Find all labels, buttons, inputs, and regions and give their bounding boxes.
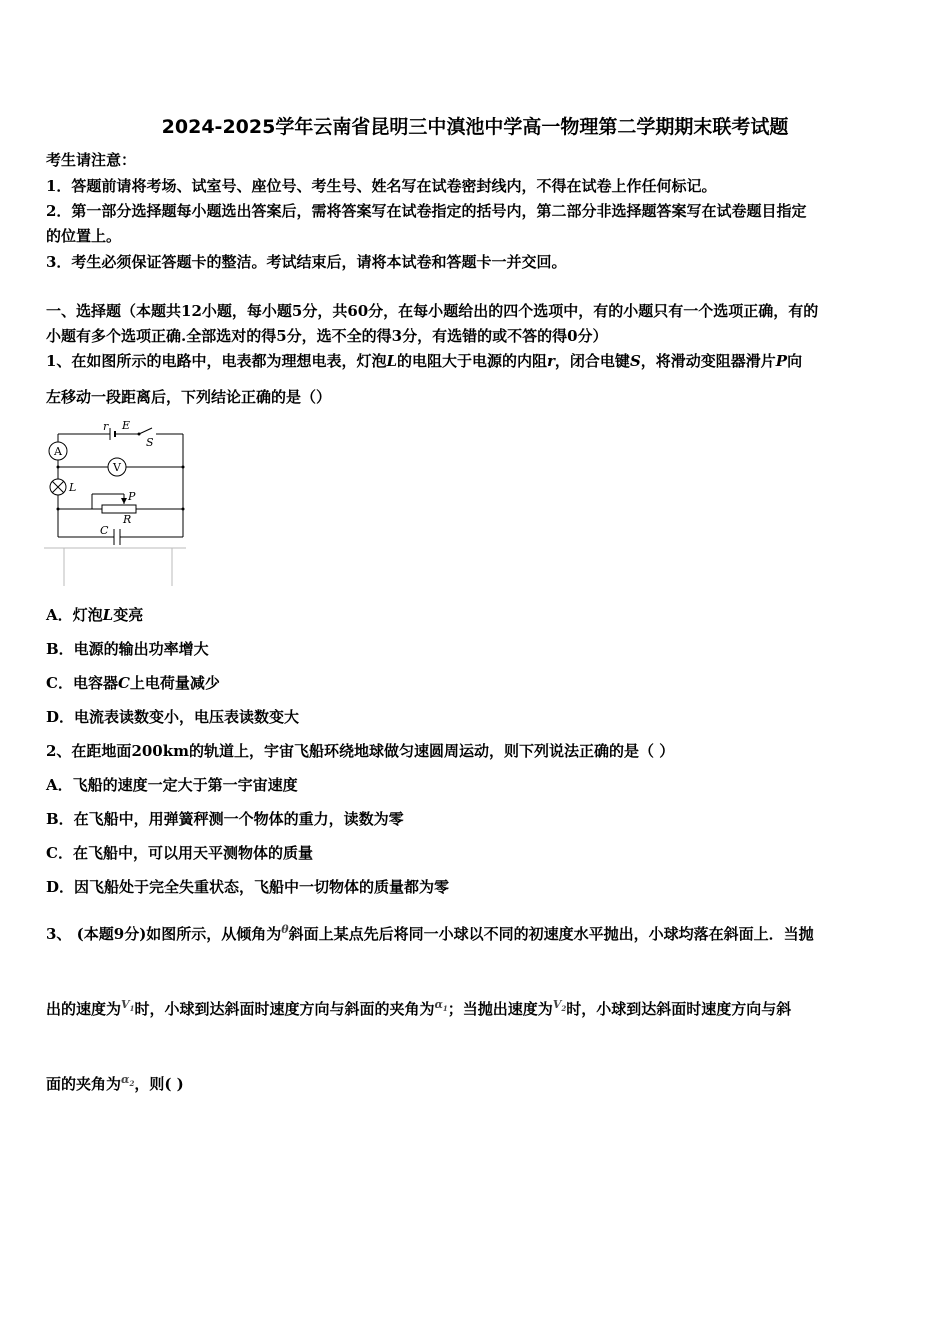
q1-text-part3: ，闭合电键 — [554, 352, 630, 370]
label-R: R — [123, 513, 132, 526]
q1-option-c — [46, 673, 220, 693]
q1-text-part4: ，将滑动变阻器滑片 — [640, 352, 776, 370]
q1-option-b: B．电源的输出功率增大 — [46, 640, 209, 658]
v1-letter: V — [121, 998, 130, 1011]
q1-symbol-P: P — [775, 352, 788, 370]
q1-text-part5: 向 — [787, 352, 803, 370]
q3-text-6: 时，小球到达斜面时速度方向与斜 — [566, 1000, 792, 1018]
label-L: L — [69, 481, 77, 494]
q1-option-a-text: A．灯泡 — [46, 606, 103, 624]
v2-letter: V — [552, 998, 562, 1011]
q1-stem-line1 — [46, 351, 802, 371]
ammeter-icon: A — [54, 445, 62, 458]
q3-text-3: 出的速度为 — [46, 1000, 122, 1018]
q2-option-c: C．在飞船中，可以用天平测物体的质量 — [46, 844, 313, 862]
alpha1-subscript: 1 — [442, 1004, 448, 1014]
notice-item-2-line2: 的位置上。 — [46, 227, 122, 245]
q3-text-7: 面的夹角为 — [46, 1075, 122, 1093]
q1-option-a — [46, 605, 143, 625]
q3-text-1: 3、 (本题9分)如图所示，从倾角为 — [46, 925, 282, 943]
q3-text-2: 斜面上某点先后将同一小球以不同的初速度水平抛出，小球均落在斜面上．当抛 — [288, 925, 814, 943]
label-P: P — [128, 490, 136, 503]
label-r: r — [103, 420, 109, 433]
q1-option-c-text: C．电容器 — [46, 674, 118, 692]
notice-item-1: 1．答题前请将考场、试室号、座位号、考生号、姓名写在试卷密封线内，不得在试卷上作任何标记。 — [46, 177, 717, 195]
q3-text-8: ，则( ) — [134, 1075, 184, 1093]
label-S: S — [146, 436, 154, 449]
label-C: C — [100, 524, 109, 537]
label-E: E — [122, 419, 131, 432]
alpha2-symbol — [121, 1073, 135, 1089]
q1-symbol-L: L — [386, 352, 397, 370]
section1-instructions-line1: 一、选择题（本题共12小题，每小题5分，共60分，在每小题给出的四个选项中，有的小题只有一个选项正确，有的 — [46, 302, 819, 320]
q1-circuit-diagram — [44, 416, 189, 588]
notice-item-2-line1: 2．第一部分选择题每小题选出答案后，需将答案写在试卷指定的括号内，第二部分非选择题答案写在试卷题目指定 — [46, 202, 807, 220]
q1-text-part1: 1、在如图所示的电路中，电表都为理想电表，灯泡 — [46, 352, 387, 370]
q3-text-5: ；当抛出速度为 — [447, 1000, 553, 1018]
v2-subscript: 2 — [561, 1004, 567, 1014]
q1-option-a-tail: 变亮 — [113, 606, 144, 624]
exam-title: 2024-2025学年云南省昆明三中滇池中学高一物理第二学期期末联考试题 — [161, 116, 789, 138]
theta-symbol: θ — [281, 923, 289, 936]
notice-item-3: 3．考生必须保证答题卡的整洁。考试结束后，请将本试卷和答题卡一并交回。 — [46, 253, 567, 271]
q2-stem: 2、在距地面200km的轨道上，宇宙飞船环绕地球做匀速圆周运动，则下列说法正确的是（ ） — [46, 742, 675, 760]
q3-stem-line2 — [46, 999, 791, 1025]
alpha1-letter: α — [434, 998, 443, 1011]
q1-option-c-tail: 上电荷量减少 — [129, 674, 220, 692]
q1-stem-line2: 左移动一段距离后，下列结论正确的是（） — [46, 388, 332, 406]
v1-subscript: 1 — [129, 1004, 135, 1014]
section1-instructions-line2: 小题有多个选项正确.全部选对的得5分，选不全的得3分，有选错的或不答的得0分） — [46, 327, 608, 345]
q3-text-4: 时，小球到达斜面时速度方向与斜面的夹角为 — [134, 1000, 435, 1018]
q2-option-a: A．飞船的速度一定大于第一宇宙速度 — [46, 776, 298, 794]
alpha2-letter: α — [121, 1073, 130, 1086]
q2-option-d: D．因飞船处于完全失重状态，飞船中一切物体的质量都为零 — [46, 878, 450, 896]
v2-symbol — [552, 998, 567, 1014]
q1-option-c-symbol: C — [117, 674, 130, 692]
v1-symbol — [121, 998, 135, 1014]
q1-symbol-S: S — [629, 352, 641, 370]
q3-stem-line1 — [46, 924, 814, 946]
alpha1-symbol — [434, 998, 448, 1014]
q1-symbol-r: r — [547, 352, 555, 370]
q3-stem-line3 — [46, 1074, 184, 1100]
q1-option-a-symbol: L — [102, 606, 114, 624]
voltmeter-icon: V — [113, 461, 121, 474]
alpha2-subscript: 2 — [129, 1079, 135, 1089]
q1-text-part2: 的电阻大于电源的内阻 — [397, 352, 548, 370]
q2-option-b: B．在飞船中，用弹簧秤测一个物体的重力，读数为零 — [46, 810, 404, 828]
q1-option-d: D．电流表读数变小，电压表读数变大 — [46, 708, 300, 726]
notice-heading: 考生请注意： — [46, 151, 137, 169]
